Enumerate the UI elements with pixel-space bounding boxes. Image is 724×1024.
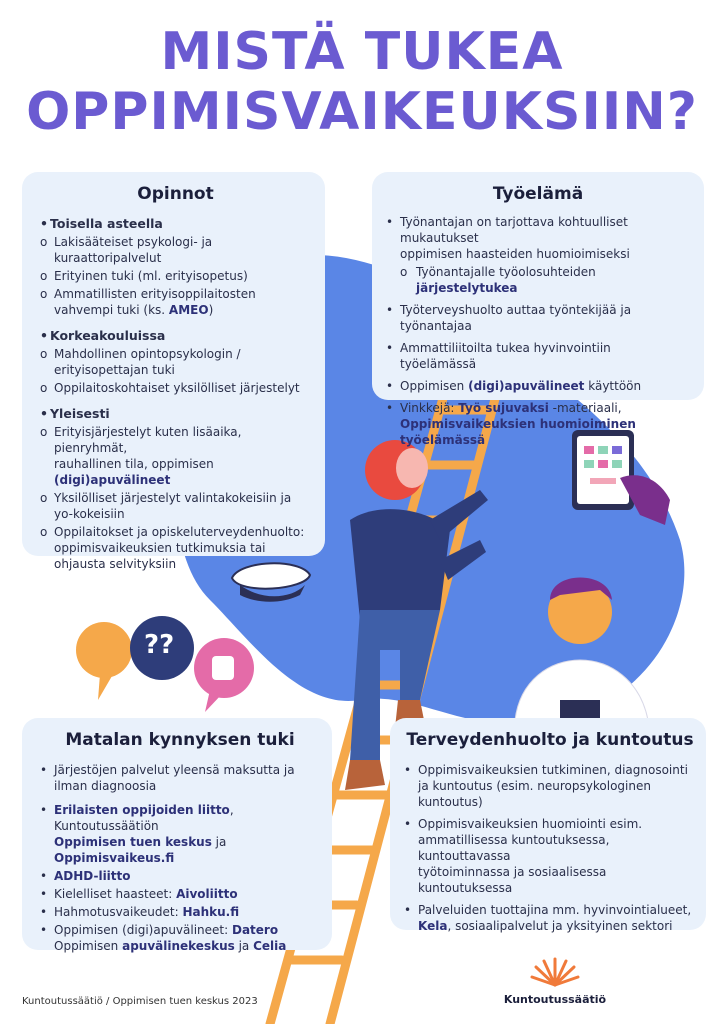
page-title-line1: MISTÄ TUKEA [160, 22, 564, 82]
list-item: • Työterveyshuolto auttaa työntekijää ja työnantajaa [386, 303, 632, 333]
terveys-heading: Terveydenhuolto ja kuntoutus [406, 730, 694, 750]
section-title: • Yleisesti [40, 406, 311, 422]
list-item: • Oppimisen (digi)apuvälineet käyttöön [386, 379, 642, 393]
opinnot-heading: Opinnot [137, 184, 214, 204]
celia-link[interactable]: Celia [253, 939, 287, 953]
oppimisen-tuen-keskus-link[interactable]: Oppimisen tuen keskus [54, 835, 212, 849]
kuntoutussaatio-logo [500, 955, 610, 1006]
matala-card [22, 718, 332, 953]
jarjestelytuki-link[interactable]: järjestelytukea [416, 281, 518, 295]
list-item: • Palveluiden tuottajina mm. hyvinvointialueet, Kela, sosiaalipalvelut ja yksityinen sektori [404, 903, 692, 933]
section-title: • Korkeakouluissa [40, 328, 311, 344]
list-item: • ADHD-liitto [40, 869, 131, 883]
list-item: o Ammatillisten erityisoppilaitosten vahvempi tuki (ks. AMEO) [40, 287, 256, 317]
digi-apuvalineet-link[interactable]: (digi)apuvälineet [54, 473, 171, 487]
list-item: o Lakisääteiset psykologi- ja kuraattoripalvelut [40, 235, 213, 265]
list-item: • Ammattiliitoilta tukea hyvinvointiin työelämässä [386, 341, 611, 371]
aivoliitto-link[interactable]: Aivoliitto [176, 887, 238, 901]
ameo-link[interactable]: AMEO [168, 303, 209, 317]
list-item: • Työnantajan on tarjottava kohtuulliset mukautukset oppimisen haasteiden huomioimiseksi [386, 215, 630, 261]
sunburst-logo-icon [530, 955, 580, 987]
list-item: o Erityisjärjestelyt kuten lisäaika, pienryhmät, rauhallinen tila, oppimisen (digi)apuvälineet [40, 425, 242, 487]
list-item: o Mahdollinen opintopsykologin / erityisopettajan tuki [40, 347, 241, 377]
question-bubble-text: ?? [144, 630, 175, 660]
tyoelama-heading: Työelämä [492, 184, 584, 204]
datero-link[interactable]: Datero [232, 923, 279, 937]
list-item: • Vinkkejä: Työ sujuvaksi -materiaali, Oppimisvaikeuksien huomioiminen työelämässä [386, 401, 636, 447]
opinnot-card [22, 172, 325, 571]
oppimisvaikeuksien-huomioiminen-link[interactable]: Oppimisvaikeuksien huomioiminen työelämässä [400, 417, 636, 447]
apuvalinekeskus-link[interactable]: apuvälinekeskus [122, 939, 235, 953]
section-title: • Toisella asteella [40, 216, 311, 232]
logo-text: Kuntoutussäätiö [503, 993, 607, 1006]
digi-apuvalineet-link[interactable]: (digi)apuvälineet [468, 379, 585, 393]
list-item: o Yksilölliset järjestelyt valintakokeisiin ja yo-kokeisiin [40, 491, 292, 521]
list-item: o Työnantajalle työolosuhteiden järjestelytukea [400, 265, 596, 295]
hahku-link[interactable]: Hahku.fi [182, 905, 240, 919]
oppimisvaikeus-fi-link[interactable]: Oppimisvaikeus.fi [54, 851, 175, 865]
list-item: • Oppimisen (digi)apuvälineet: Datero Oppimisen apuvälinekeskus ja Celia [40, 923, 287, 953]
erilaisten-oppijoiden-liitto-link[interactable]: Erilaisten oppijoiden liitto [54, 803, 230, 817]
matala-heading: Matalan kynnyksen tuki [65, 730, 295, 750]
list-item: • Järjestöjen palvelut yleensä maksutta ja ilman diagnoosia [40, 763, 295, 793]
kela-link[interactable]: Kela [418, 919, 448, 933]
list-item: o Erityinen tuki (ml. erityisopetus) [40, 269, 248, 283]
adhd-liitto-link[interactable]: ADHD-liitto [54, 869, 131, 883]
tyoelama-card [372, 172, 704, 447]
footer-credit: Kuntoutussäätiö / Oppimisen tuen keskus 2023 [22, 996, 258, 1007]
list-item: • Oppimisvaikeuksien tutkiminen, diagnosointi ja kuntoutus (esim. neuropsykologinen kuntoutus) [404, 763, 688, 809]
list-item: o Oppilaitokset ja opiskeluterveydenhuolto: oppimisvaikeuksien tutkimuksia tai ohjausta selvityksiin [40, 525, 305, 571]
tyo-sujuvaksi-link[interactable]: Työ sujuvaksi [458, 401, 549, 415]
list-item: • Oppimisvaikeuksien huomiointi esim. ammatillisessa kuntoutuksessa, kuntouttavassa työtoiminnassa ja sosiaalisessa kuntoutuksessa [404, 817, 643, 895]
list-item: • Kielelliset haasteet: Aivoliitto [40, 887, 238, 901]
list-item: • Erilaisten oppijoiden liitto, Kuntoutussäätiön Oppimisen tuen keskus ja Oppimisvaikeus.fi [40, 803, 234, 865]
terveys-card [390, 718, 706, 933]
list-item: • Hahmotusvaikeudet: Hahku.fi [40, 905, 240, 919]
page-title-line2: OPPIMISVAIKEUKSIIN? [26, 82, 698, 142]
list-item: o Oppilaitoskohtaiset yksilölliset järjestelyt [40, 381, 300, 395]
